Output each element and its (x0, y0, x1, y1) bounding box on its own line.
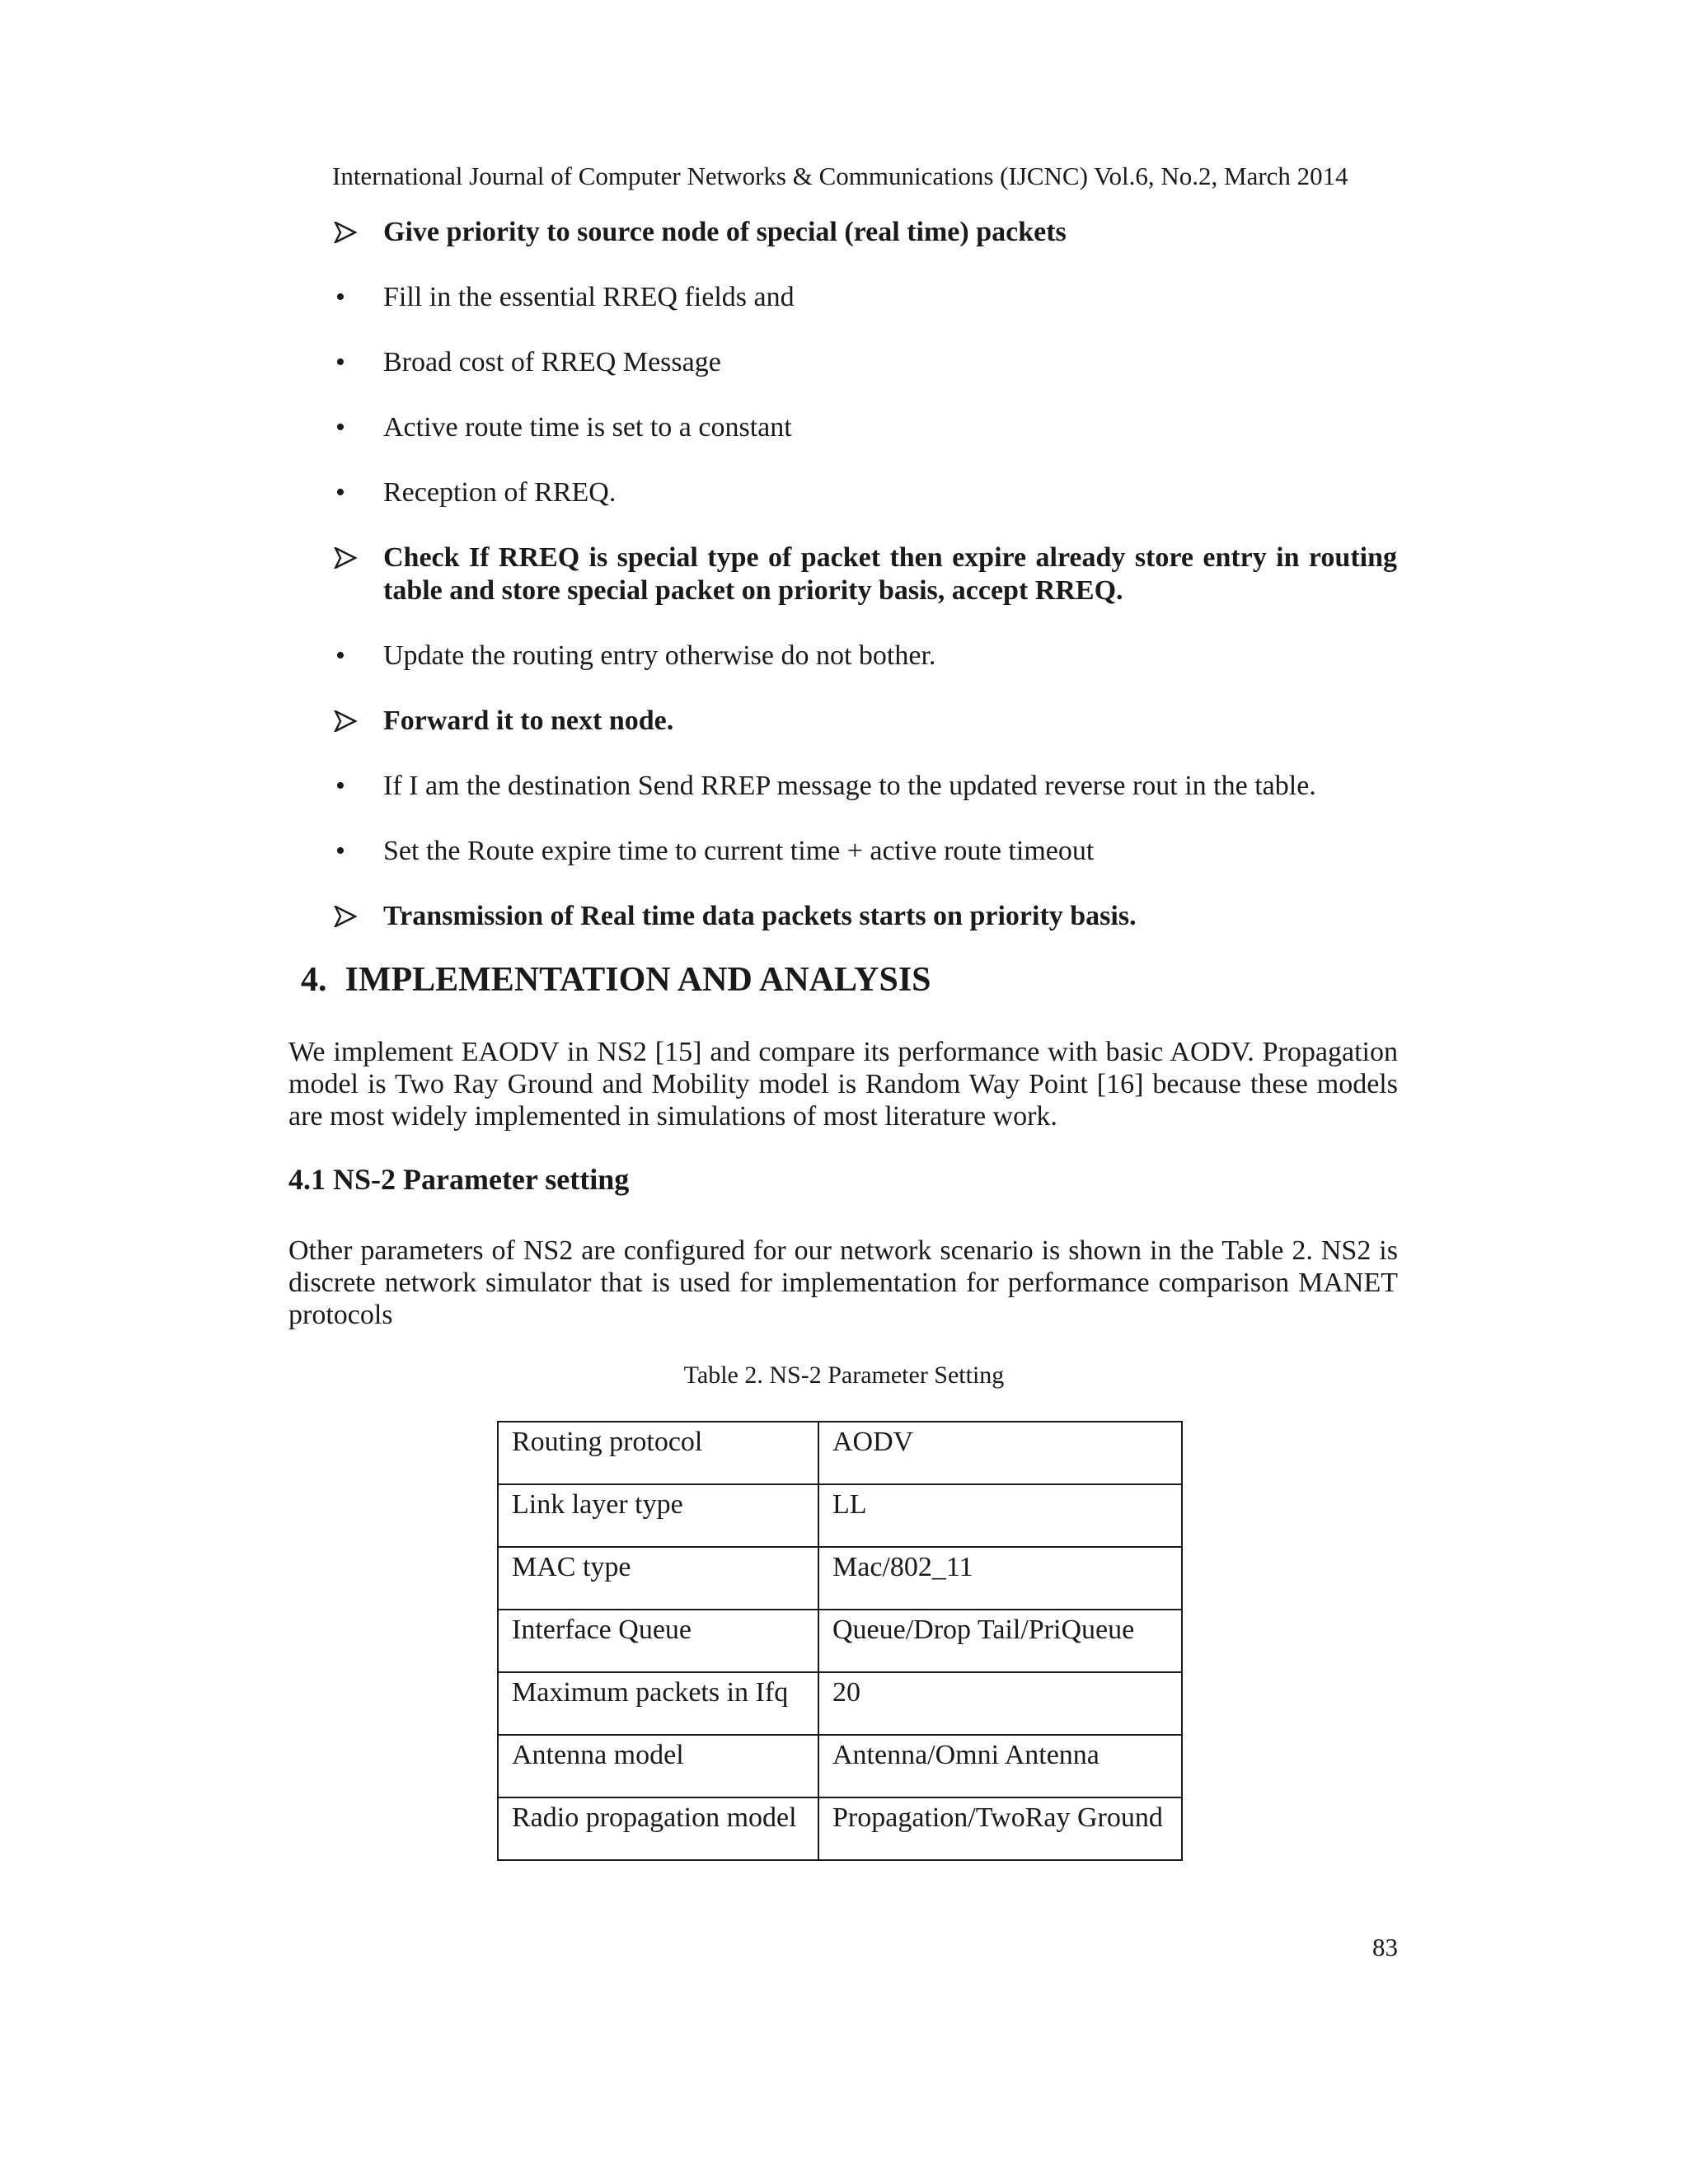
parameter-value-cell: Mac/802_11 (818, 1547, 1182, 1610)
parameter-value-cell: Propagation/TwoRay Ground (818, 1797, 1182, 1860)
step-text: If I am the destination Send RREP message to the updated reverse rout in the table. (383, 771, 1316, 801)
bullet-dot-icon: • (335, 771, 345, 801)
arrow-step (334, 900, 1397, 933)
bullet-step (334, 411, 1397, 444)
parameter-value-cell: 20 (818, 1672, 1182, 1735)
arrow-bullet-icon (334, 710, 367, 732)
parameter-value-cell: Antenna/Omni Antenna (818, 1735, 1182, 1797)
arrow-step (334, 541, 1397, 607)
step-text: Fill in the essential RREQ fields and (383, 282, 795, 312)
table-row (498, 1610, 1182, 1672)
step-text: Broad cost of RREQ Message (383, 347, 721, 377)
parameter-name-cell: Routing protocol (498, 1422, 818, 1484)
bullet-step (334, 640, 1397, 673)
parameter-name-cell: Radio propagation model (498, 1797, 818, 1860)
bullet-dot-icon: • (335, 836, 345, 866)
parameter-value-cell: Queue/Drop Tail/PriQueue (818, 1610, 1182, 1672)
parameter-name-cell: Antenna model (498, 1735, 818, 1797)
bullet-dot-icon: • (335, 640, 345, 671)
table-row (498, 1797, 1182, 1860)
step-text: Forward it to next node. (383, 705, 674, 736)
bullet-step (334, 346, 1397, 379)
bullet-step (334, 476, 1397, 509)
bullet-step (334, 281, 1397, 314)
parameter-table (497, 1421, 1183, 1861)
step-text: Set the Route expire time to current time + active route timeout (383, 836, 1095, 866)
arrow-bullet-icon (334, 547, 367, 569)
table-caption: Table 2. NS-2 Parameter Setting (683, 1361, 1005, 1389)
step-text: Check If RREQ is special type of packet then expire already store entry in routing table and store special packet on priority basis, accept RREQ. (383, 542, 1397, 606)
subsection-paragraph: Other parameters of NS2 are configured for our network scenario is shown in the Table 2. NS2 is discrete network simulator that is used for implementation for performance comparison MANET protocols (288, 1235, 1398, 1330)
bullet-dot-icon: • (335, 477, 345, 508)
arrow-bullet-icon (334, 222, 367, 243)
step-text: Update the routing entry otherwise do not bother. (383, 640, 936, 671)
table-row (498, 1422, 1182, 1484)
bullet-step (334, 770, 1397, 803)
parameter-name-cell: MAC type (498, 1547, 818, 1610)
algorithm-steps-list (334, 216, 1397, 965)
table-row (498, 1547, 1182, 1610)
step-text: Active route time is set to a constant (383, 412, 792, 443)
subsection-heading: 4.1 NS-2 Parameter setting (288, 1163, 630, 1196)
bullet-dot-icon: • (335, 347, 345, 377)
arrow-step (334, 705, 1397, 738)
parameter-name-cell: Interface Queue (498, 1610, 818, 1672)
arrow-bullet-icon (334, 906, 367, 927)
parameter-name-cell: Maximum packets in Ifq (498, 1672, 818, 1735)
section-title: IMPLEMENTATION AND ANALYSIS (345, 961, 931, 999)
running-header: International Journal of Computer Networks & Communications (IJCNC) Vol.6, No.2, March 2014 (332, 162, 1348, 190)
table-row (498, 1735, 1182, 1797)
section-intro-paragraph: We implement EAODV in NS2 [15] and compare its performance with basic AODV. Propagation model is Two Ray Ground and Mobility model is Random Way Point [16] because these models are most widely implemented in simulations of most literature work. (288, 1037, 1398, 1132)
step-text: Reception of RREQ. (383, 477, 617, 508)
bullet-dot-icon: • (335, 282, 345, 312)
section-number: 4. (301, 961, 327, 999)
parameter-name-cell: Link layer type (498, 1484, 818, 1547)
parameter-value-cell: LL (818, 1484, 1182, 1547)
parameter-value-cell: AODV (818, 1422, 1182, 1484)
arrow-step (334, 216, 1397, 249)
step-text: Transmission of Real time data packets starts on priority basis. (383, 901, 1137, 931)
section-heading (301, 960, 931, 1000)
table-row (498, 1484, 1182, 1547)
table-row (498, 1672, 1182, 1735)
step-text: Give priority to source node of special (real time) packets (383, 217, 1067, 247)
bullet-dot-icon: • (335, 412, 345, 443)
bullet-step (334, 835, 1397, 868)
page-number: 83 (1372, 1933, 1398, 1961)
